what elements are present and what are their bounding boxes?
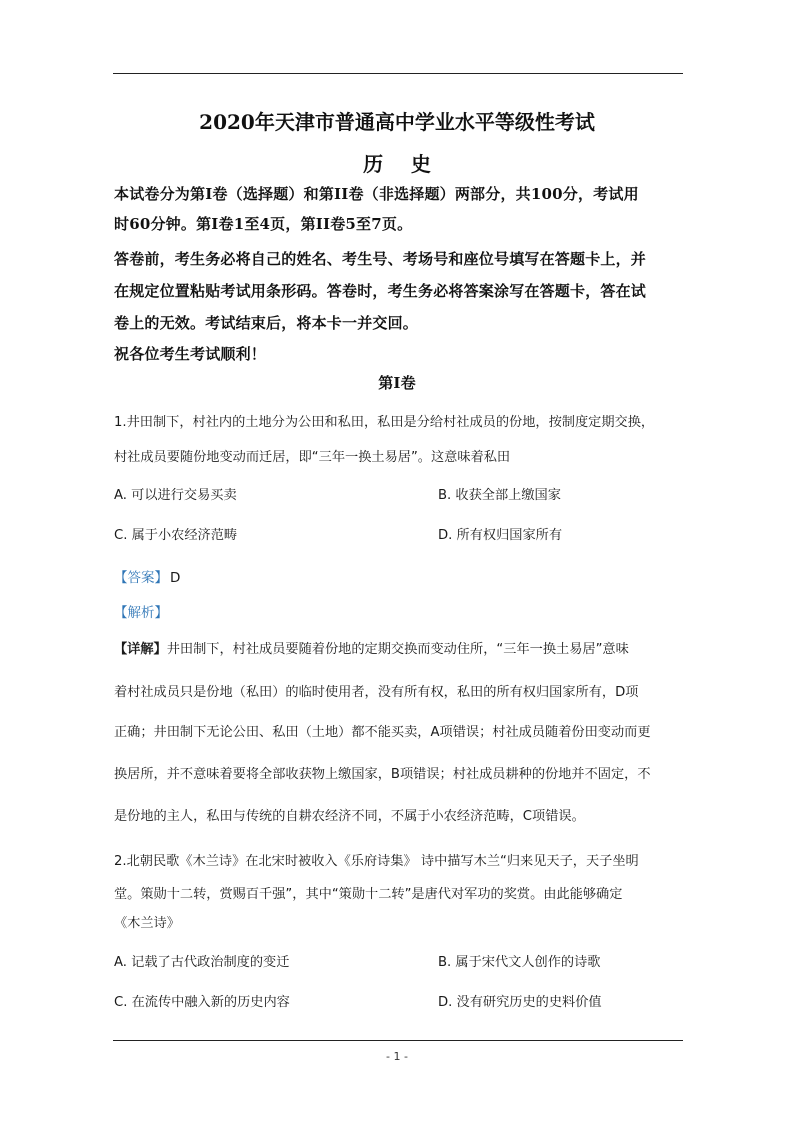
q1-detail-line: 换居所，并不意味着要将全部收获物上缴国家，B项错误；村社成员耕种的份地并不固定，不 (114, 767, 651, 782)
q2-stem-line: 2.北朝民歌《木兰诗》在北宋时被收入《乐府诗集》 诗中描写木兰“归来见天子，天子坐明 (114, 854, 639, 869)
detail-text: 井田制下，村社成员要随着份地的定期交换而变动住所，“三年一换土易居”意味 (166, 642, 629, 657)
answer-value: D (170, 570, 181, 586)
q1-option-c: C. 属于小农经济范畴 (114, 528, 238, 543)
instruction-line: 答卷前，考生务必将自己的姓名、考生号、考场号和座位号填写在答题卡上，并 (114, 250, 647, 268)
footer-rule (113, 1040, 683, 1041)
exam-title: 2020年天津市普通高中学业水平等级性考试 (199, 110, 595, 134)
q1-detail-line: 正确；井田制下无论公田、私田（土地）都不能买卖，A项错误；村社成员随着份田变动而更 (114, 725, 651, 740)
section-title: 第Ⅰ卷 (378, 374, 416, 392)
instruction-line: 卷上的无效。考试结束后，将本卡一并交回。 (114, 314, 419, 332)
detail-label: 【详解】 (114, 642, 167, 657)
page-number: - 1 - (386, 1050, 408, 1063)
q1-stem-line: 1.井田制下，村社内的土地分为公田和私田，私田是分给村社成员的份地，按制度定期交换， (114, 415, 655, 430)
q1-stem-line: 村社成员要随份地变动而迁居，即“三年一换土易居”。这意味着私田 (114, 450, 511, 465)
q1-detail-line: 是份地的主人，私田与传统的自耕农经济不同，不属于小农经济范畴，C项错误。 (114, 809, 585, 824)
q1-analysis-label: 【解析】 (114, 605, 168, 621)
instruction-line: 时60分钟。第Ⅰ卷1至4页，第II卷5至7页。 (114, 215, 413, 233)
q2-stem-line: 《木兰诗》 (114, 916, 180, 931)
q2-option-d: D. 没有研究历史的史料价值 (438, 995, 602, 1010)
q2-option-c: C. 在流传中融入新的历史内容 (114, 995, 290, 1010)
subject-title: 历 史 (363, 152, 431, 176)
q1-detail-line (114, 638, 629, 657)
good-luck-line: 祝各位考生考试顺利！ (114, 345, 267, 363)
instruction-line: 本试卷分为第Ⅰ卷（选择题）和第II卷（非选择题）两部分，共100分，考试用 (114, 185, 639, 203)
q1-option-b: B. 收获全部上缴国家 (438, 488, 561, 503)
q1-option-d: D. 所有权归国家所有 (438, 528, 563, 543)
instruction-line: 在规定位置粘贴考试用条形码。答卷时，考生务必将答案涂写在答题卡，答在试 (114, 282, 647, 300)
header-rule (113, 73, 683, 74)
answer-label: 【答案】 (114, 570, 168, 586)
q1-detail-line: 着村社成员只是份地（私田）的临时使用者，没有所有权，私田的所有权归国家所有，D项 (114, 685, 639, 700)
q1-option-a: A. 可以进行交易买卖 (114, 488, 237, 503)
q1-answer (114, 566, 180, 586)
q2-option-b: B. 属于宋代文人创作的诗歌 (438, 955, 601, 970)
q2-option-a: A. 记载了古代政治制度的变迁 (114, 955, 290, 970)
q2-stem-line: 堂。策勋十二转，赏赐百千强”，其中“策勋十二转”是唐代对军功的奖赏。由此能够确定 (114, 887, 623, 902)
